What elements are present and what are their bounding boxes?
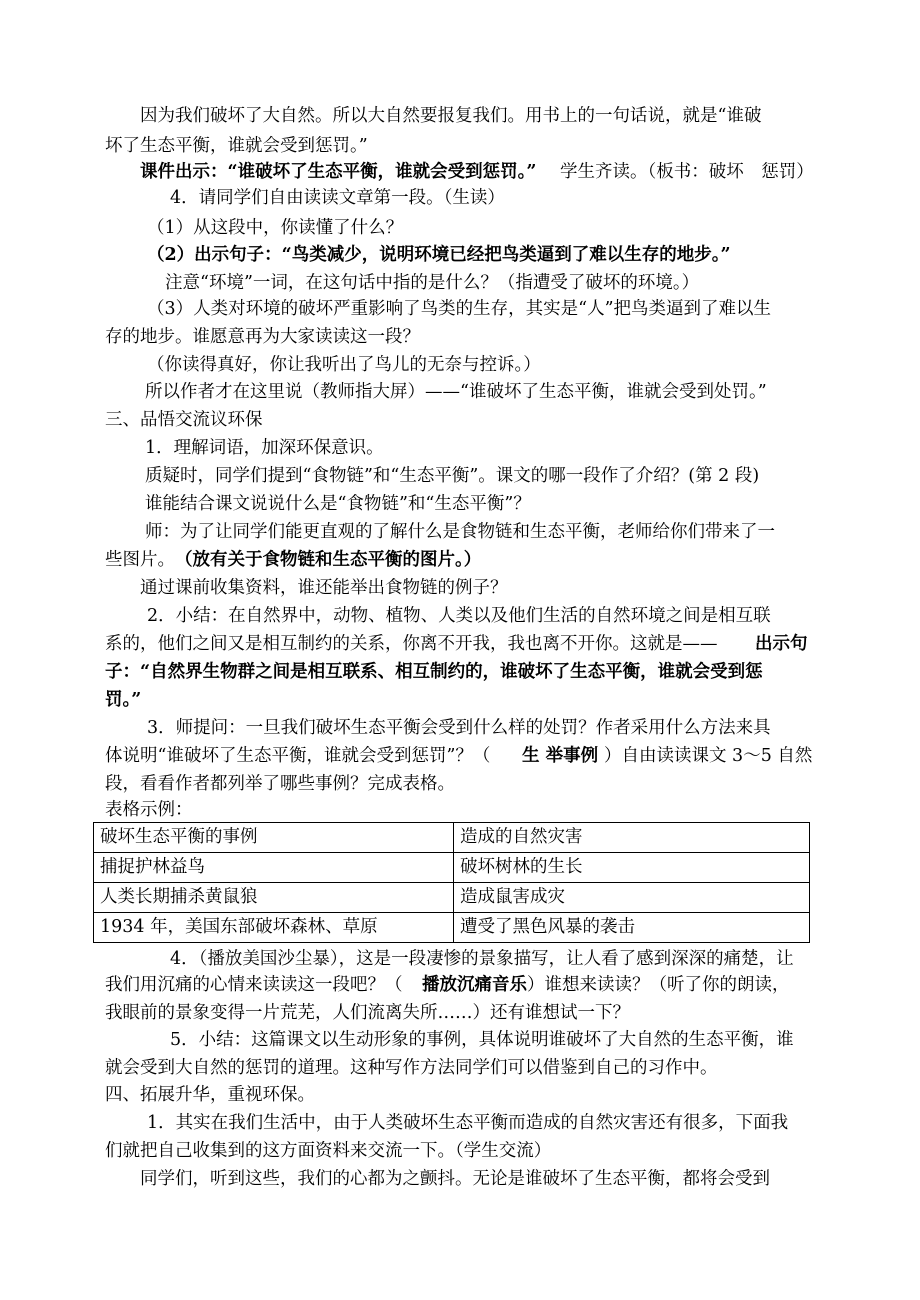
line-text: 因为我们破坏了大自然。所以大自然要报复我们。用书上的一句话说，就是“谁破 <box>140 106 762 126</box>
text-line <box>0 601 920 631</box>
bold-text: 子：“自然界生物群之间是相互联系、相互制约的，谁破坏了生态平衡，谁就会受到惩 <box>105 662 763 682</box>
line-text: 我眼前的景象变得一片荒芜，人们流离失所……）还有谁想试一下？ <box>105 1003 630 1023</box>
line-text: 学生齐读。（板书：破坏 惩罚） <box>560 162 814 182</box>
line-text: 所以作者才在这里说（教师指大屏）——“谁破坏了生态平衡，谁就会受到处罚。” <box>145 382 767 402</box>
section-heading: 四、拓展升华，重视环保。 <box>105 1085 315 1105</box>
text-line <box>0 1053 920 1083</box>
text-line <box>0 1025 920 1055</box>
table-cell: 破坏树林的生长 <box>454 853 810 883</box>
table-cell: 遭受了黑色风暴的袭击 <box>454 913 810 943</box>
bold-text: 播放沉痛音乐 <box>422 975 527 995</box>
text-line <box>0 461 920 491</box>
bold-text: 课件出示：“谁破坏了生态平衡，谁就会受到惩罚。” <box>140 162 537 182</box>
text-line <box>0 322 920 352</box>
line-text: 2．小结：在自然界中，动物、植物、人类以及他们生活的自然环境之间是相互联 <box>147 606 771 626</box>
text-line <box>0 573 920 603</box>
text-line <box>0 240 920 270</box>
text-line <box>0 1164 920 1194</box>
line-text: 4．请同学们自由读读文章第一段。（生读） <box>170 188 505 208</box>
line-text: ）自由读读课文 3～5 自然 <box>604 746 813 766</box>
bold-text: （2）出示句子：“鸟类减少，说明环境已经把鸟类逼到了难以生存的地步。” <box>147 245 731 265</box>
line-text: （1）从这段中，你读懂了什么？ <box>147 218 404 238</box>
line-text: 段，看看作者都列举了哪些事例？完成表格。 <box>105 774 455 794</box>
line-text: 5．小结：这篇课文以生动形象的事例，具体说明谁破坏了大自然的生态平衡，谁 <box>170 1030 794 1050</box>
line-text: 1．其实在我们生活中，由于人类破坏生态平衡而造成的自然灾害还有很多，下面我 <box>147 1113 789 1133</box>
text-line <box>0 294 920 324</box>
example-table <box>93 822 810 943</box>
line-text: 谁能结合课文说说什么是“食物链”和“生态平衡”？ <box>145 494 531 514</box>
line-text: 师：为了让同学们能更直观的了解什么是食物链和生态平衡，老师给你们带来了一 <box>145 522 775 542</box>
table-header-row <box>94 823 810 853</box>
text-line <box>0 629 920 659</box>
text-line <box>0 517 920 547</box>
text-line <box>0 350 920 380</box>
table-row <box>94 913 810 943</box>
table-cell: 造成鼠害成灾 <box>454 883 810 913</box>
text-line <box>0 183 920 213</box>
text-line <box>0 433 920 463</box>
bold-text: 罚。” <box>105 690 142 710</box>
text-line <box>0 741 920 771</box>
line-text: 坏了生态平衡，谁就会受到惩罚。” <box>105 136 368 156</box>
bold-text: 出示句 <box>755 634 808 654</box>
line-text: 就会受到大自然的惩罚的道理。这种写作方法同学们可以借鉴到自己的习作中。 <box>105 1058 718 1078</box>
line-text: ）谁想来读读？（听了你的朗读， <box>527 975 790 995</box>
text-line <box>0 1136 920 1166</box>
line-text: 4．（播放美国沙尘暴），这是一段凄惨的景象描写，让人看了感到深深的痛楚，让 <box>170 949 794 969</box>
line-text: 质疑时，同学们提到“食物链”和“生态平衡”。课文的哪一段作了介绍？(第 2 段) <box>145 466 760 486</box>
line-text: 系的，他们之间又是相互制约的关系，你离不开我，我也离不开你。这就是—— <box>105 634 718 654</box>
table-row <box>94 883 810 913</box>
text-line <box>0 795 920 825</box>
text-line <box>0 489 920 519</box>
text-line <box>0 657 920 687</box>
table-header-cell: 破坏生态平衡的事例 <box>94 823 454 853</box>
table-cell: 1934 年，美国东部破坏森林、草原 <box>94 913 454 943</box>
line-text: 1．理解词语，加深环保意识。 <box>145 438 384 458</box>
line-text: 存的地步。谁愿意再为大家读读这一段？ <box>105 327 420 347</box>
line-text: 通过课前收集资料，谁还能举出食物链的例子？ <box>140 578 508 598</box>
section-heading: 三、品悟交流议环保 <box>105 410 263 430</box>
text-line <box>0 685 920 715</box>
line-text: 们就把自己收集到的这方面资料来交流一下。（学生交流） <box>105 1141 552 1161</box>
line-text: （你读得真好，你让我听出了鸟儿的无奈与控诉。） <box>147 355 541 375</box>
text-line <box>0 998 920 1028</box>
table-row <box>94 853 810 883</box>
text-line <box>0 713 920 743</box>
text-line <box>0 377 920 407</box>
text-line <box>0 101 920 131</box>
bold-text: 生 举事例 <box>522 746 599 766</box>
text-line <box>0 970 920 1000</box>
table-cell: 捕捉护林益鸟 <box>94 853 454 883</box>
line-text: 体说明“谁破坏了生态平衡，谁就会受到惩罚”？（ <box>105 746 491 766</box>
bold-text: （放有关于食物链和生态平衡的图片。） <box>175 550 482 570</box>
line-text: 3．师提问：一旦我们破坏生态平衡会受到什么样的处罚？作者采用什么方法来具 <box>147 718 771 738</box>
text-line <box>0 1080 920 1110</box>
line-text: （3）人类对环境的破坏严重影响了鸟类的生存，其实是“人”把鸟类逼到了难以生 <box>147 299 772 319</box>
text-line <box>0 1108 920 1138</box>
line-text: 些图片。 <box>105 550 175 570</box>
table-caption: 表格示例： <box>105 800 193 820</box>
text-line <box>0 405 920 435</box>
line-text: 我们用沉痛的心情来读读这一段吧？（ <box>105 975 403 995</box>
text-line <box>0 545 920 575</box>
table-header-cell: 造成的自然灾害 <box>454 823 810 853</box>
table-cell: 人类长期捕杀黄鼠狼 <box>94 883 454 913</box>
line-text: 同学们，听到这些，我们的心都为之颤抖。无论是谁破坏了生态平衡，都将会受到 <box>140 1169 770 1189</box>
text-line <box>0 213 920 243</box>
line-text: 注意“环境”一词，在这句话中指的是什么？（指遭受了破坏的环境。） <box>165 273 700 293</box>
